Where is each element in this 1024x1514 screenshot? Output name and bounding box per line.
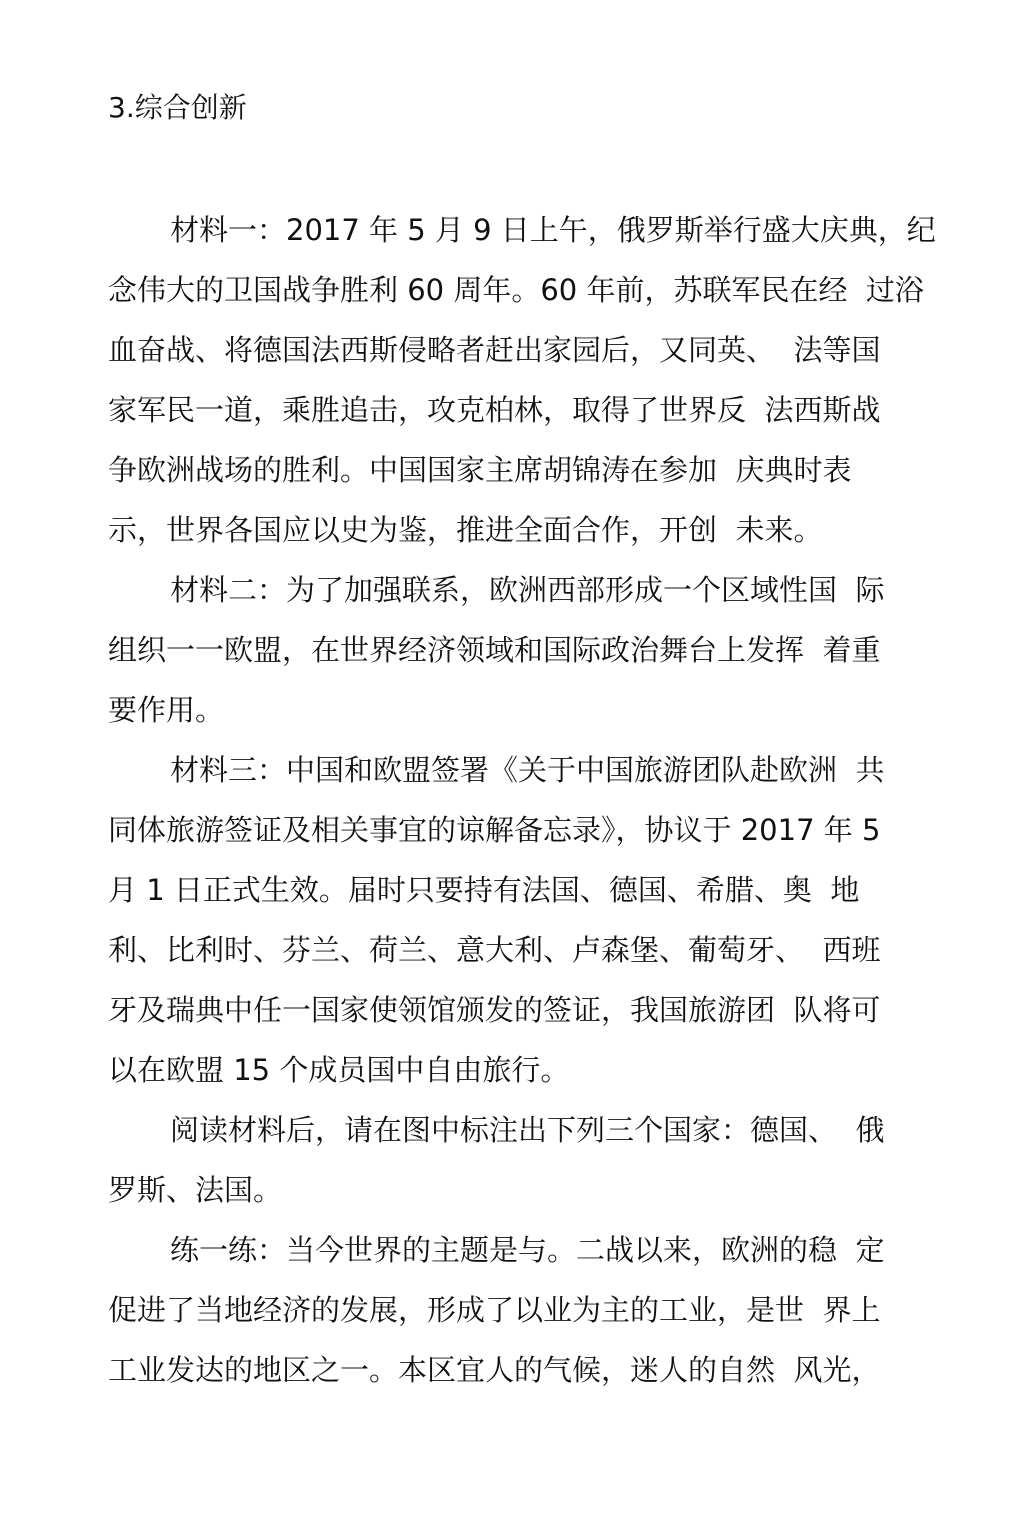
paragraph-material-3 (108, 740, 920, 1100)
text-line: 家军民一道，乘胜追击，攻克柏林，取得了世界反 法西斯战 (108, 393, 881, 427)
text-line: 以在欧盟 15 个成员国中自由旅行。 (108, 1053, 570, 1087)
text-line: 要作用。 (108, 693, 225, 727)
text-line: 阅读材料后，请在图中标注出下列三个国家：德国、 俄 (170, 1113, 885, 1147)
paragraph-task (108, 1100, 920, 1220)
text-line: 示，世界各国应以史为鉴，推进全面合作，开创 未来。 (108, 513, 823, 547)
text-line: 材料二：为了加强联系，欧洲西部形成一个区域性国 际 (170, 573, 885, 607)
text-line: 工业发达的地区之一。本区宜人的气候，迷人的自然 风光， (108, 1353, 881, 1387)
text-line: 组织一一欧盟，在世界经济领域和国际政治舞台上发挥 着重 (108, 633, 881, 667)
text-line: 同体旅游签证及相关事宜的谅解备忘录》，协议于 2017 年 5 (108, 813, 881, 847)
text-line: 练一练：当今世界的主题是与。二战以来，欧洲的稳 定 (170, 1233, 885, 1267)
text-line: 材料一：2017 年 5 月 9 日上午，俄罗斯举行盛大庆典，纪 (170, 213, 936, 247)
text-line: 血奋战、将德国法西斯侵略者赶出家园后，又同英、 法等国 (108, 333, 881, 367)
paragraph-material-2 (108, 560, 920, 740)
text-line: 念伟大的卫国战争胜利 60 周年。60 年前，苏联军民在经 过浴 (108, 273, 924, 307)
section-heading: 3.综合创新 (108, 91, 247, 124)
text-line: 月 1 日正式生效。届时只要持有法国、德国、希腊、奥 地 (108, 873, 860, 907)
paragraph-practice (108, 1220, 920, 1400)
text-line: 利、比利时、芬兰、荷兰、意大利、卢森堡、葡萄牙、 西班 (108, 933, 881, 967)
text-line: 材料三：中国和欧盟签署《关于中国旅游团队赴欧洲 共 (170, 753, 885, 787)
text-line: 争欧洲战场的胜利。中国国家主席胡锦涛在参加 庆典时表 (108, 453, 852, 487)
text-line: 促进了当地经济的发展，形成了以业为主的工业，是世 界上 (108, 1293, 881, 1327)
text-line: 牙及瑞典中任一国家使领馆颁发的签证，我国旅游团 队将可 (108, 993, 881, 1027)
text-line: 罗斯、法国。 (108, 1173, 283, 1207)
paragraph-material-1 (108, 200, 936, 560)
